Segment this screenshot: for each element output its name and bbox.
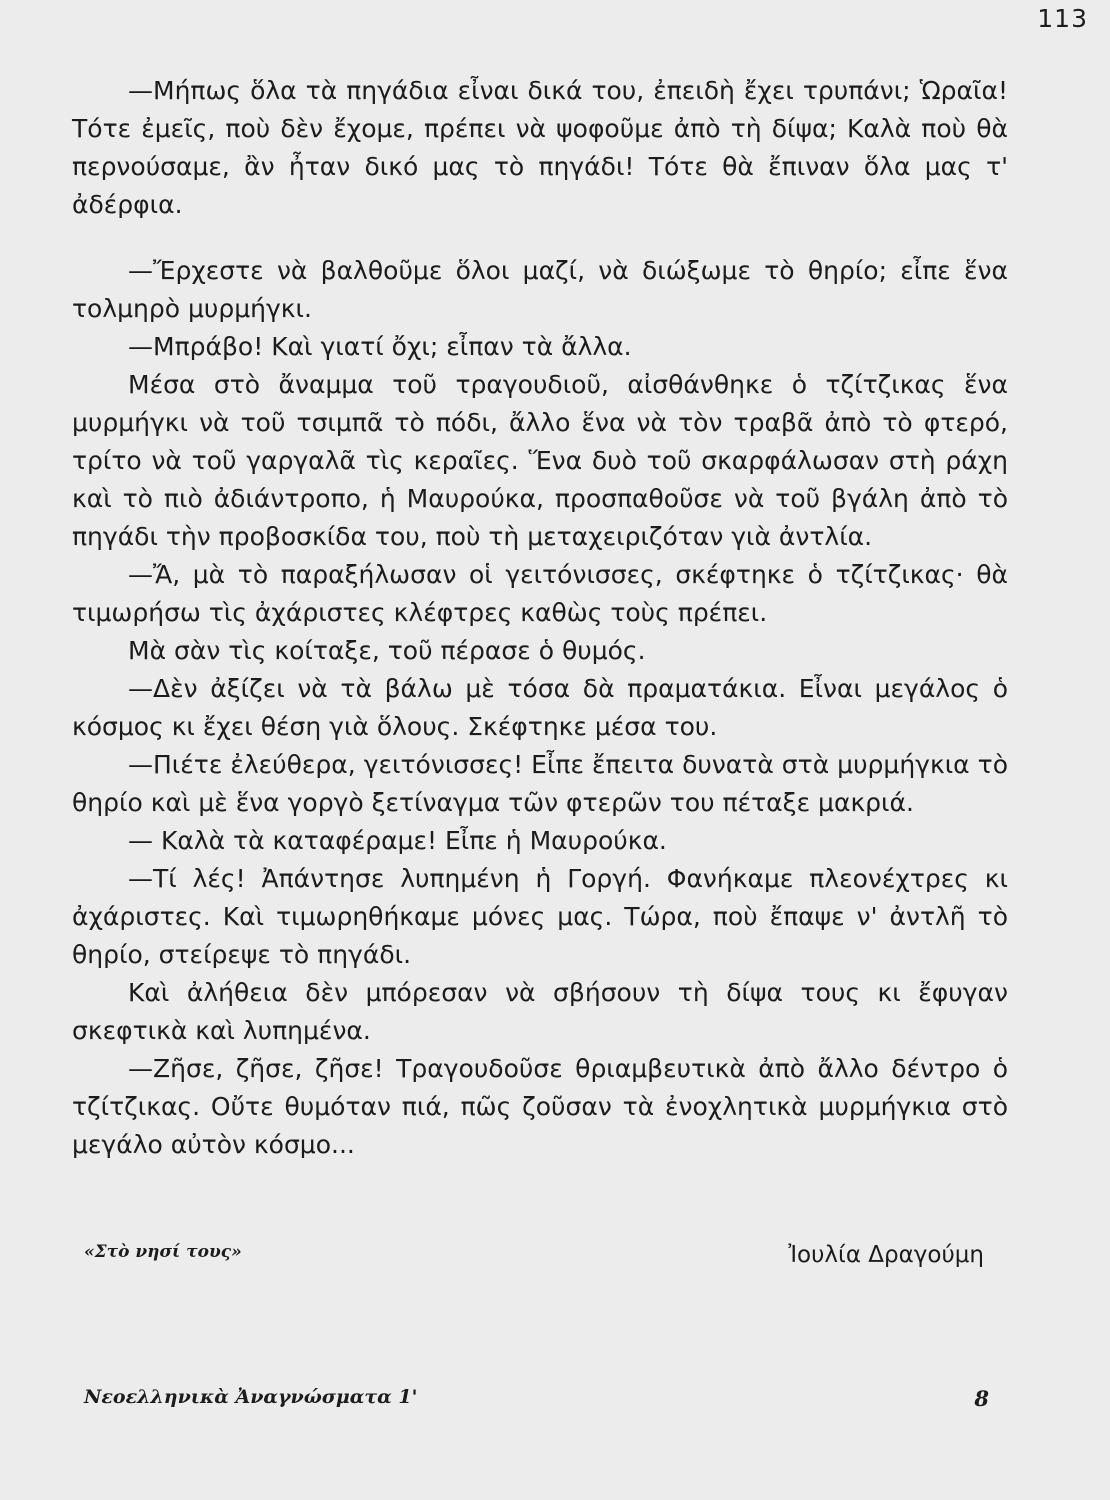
paragraph: Μὰ σὰν τὶς κοίταξε, τοῦ πέρασε ὁ θυμός. (128, 636, 646, 665)
author-name: Ἰουλία Δραγούμη (788, 1242, 984, 1268)
paragraph: —Μπράβο! Καὶ γιατί ὄχι; εἶπαν τὰ ἄλλα. (128, 332, 632, 361)
paragraph: Μέσα στὸ ἄναμμα τοῦ τραγουδιοῦ, αἰσθάνθηκε ὁ τζίτζικας ἕνα μυρμήγκι νὰ τοῦ τσιμπᾶ τὸ πόδι, ἄλλο ἕνα νὰ τὸν τραβᾶ ἀπὸ τὸ φτερό, τρίτο νὰ τοῦ γαργαλᾶ τὶς κεραῖες. Ἕνα δυὸ τοῦ σκαρφάλωσαν στὴ ράχη καὶ τὸ πιὸ ἀδιάντροπο, ἡ Μαυρούκα, προσπαθοῦσε νὰ τοῦ βγάλη ἀπὸ τὸ πηγάδι τὴν προβοσκίδα του, ποὺ τὴ μεταχειριζόταν γιὰ ἀντλία. (72, 370, 1008, 551)
paragraph: —Μήπως ὅλα τὰ πηγάδια εἶναι δικά του, ἐπειδὴ ἔχει τρυπάνι; Ὡραῖα! Τότε ἐμεῖς, ποὺ δὲν ἔχομε, πρέπει νὰ ψοφοῦμε ἀπὸ τὴ δίψα; Καλὰ ποὺ θὰ περνούσαμε, ἂν ἦταν δικό μας τὸ πηγάδι! Τότε θὰ ἔπιναν ὅλα μας τ' ἀδέρφια. (72, 76, 1008, 219)
paragraph: Καὶ ἀλήθεια δὲν μπόρεσαν νὰ σβήσουν τὴ δίψα τους κι ἔφυγαν σκεφτικὰ καὶ λυπημένα. (72, 978, 1008, 1045)
page-number: 113 (1037, 4, 1088, 33)
paragraph: —Δὲν ἀξίζει νὰ τὰ βάλω μὲ τόσα δὰ πραματάκια. Εἶναι μεγάλος ὁ κόσμος κι ἔχει θέση γιὰ ὅλους. Σκέφτηκε μέσα του. (72, 674, 1008, 741)
source-title: «Στὸ νησί τους» (84, 1242, 242, 1262)
paragraph: — Καλὰ τὰ καταφέραμε! Εἶπε ἡ Μαυρούκα. (128, 826, 667, 855)
paragraph: —Ἄ, μὰ τὸ παραξήλωσαν οἱ γειτόνισσες, σκέφτηκε ὁ τζίτζικας· θὰ τιμωρήσω τὶς ἀχάριστες κλέφτρες καθὼς τοὺς πρέπει. (72, 560, 1008, 627)
body-text (72, 72, 1008, 1164)
paragraph: —Τί λές! Ἀπάντησε λυπημένη ἡ Γοργή. Φανήκαμε πλεονέχτρες κι ἀχάριστες. Καὶ τιμωρηθήκαμε μόνες μας. Τώρα, ποὺ ἔπαψε ν' ἀντλῆ τὸ θηρίο, στείρεψε τὸ πηγάδι. (72, 864, 1008, 969)
paragraph: —Ζῆσε, ζῆσε, ζῆσε! Τραγουδοῦσε θριαμβευτικὰ ἀπὸ ἄλλο δέντρο ὁ τζίτζικας. Οὔτε θυμόταν πιά, πῶς ζοῦσαν τὰ ἐνοχλητικὰ μυρμήγκια στὸ μεγάλο αὐτὸν κόσμο... (72, 1054, 1008, 1159)
paragraph: —Ἔρχεστε νὰ βαλθοῦμε ὅλοι μαζί, νὰ διώξωμε τὸ θηρίο; εἶπε ἕνα τολμηρὸ μυρμήγκι. (72, 256, 1008, 323)
book-title: Νεοελληνικὰ Ἀναγνώσματα 1' (84, 1386, 418, 1408)
signature-mark: 8 (974, 1386, 989, 1411)
paragraph: —Πιέτε ἐλεύθερα, γειτόνισσες! Εἶπε ἔπειτα δυνατὰ στὰ μυρμήγκια τὸ θηρίο καὶ μὲ ἕνα γοργὸ ξετίναγμα τῶν φτερῶν του πέταξε μακριά. (72, 750, 1008, 817)
